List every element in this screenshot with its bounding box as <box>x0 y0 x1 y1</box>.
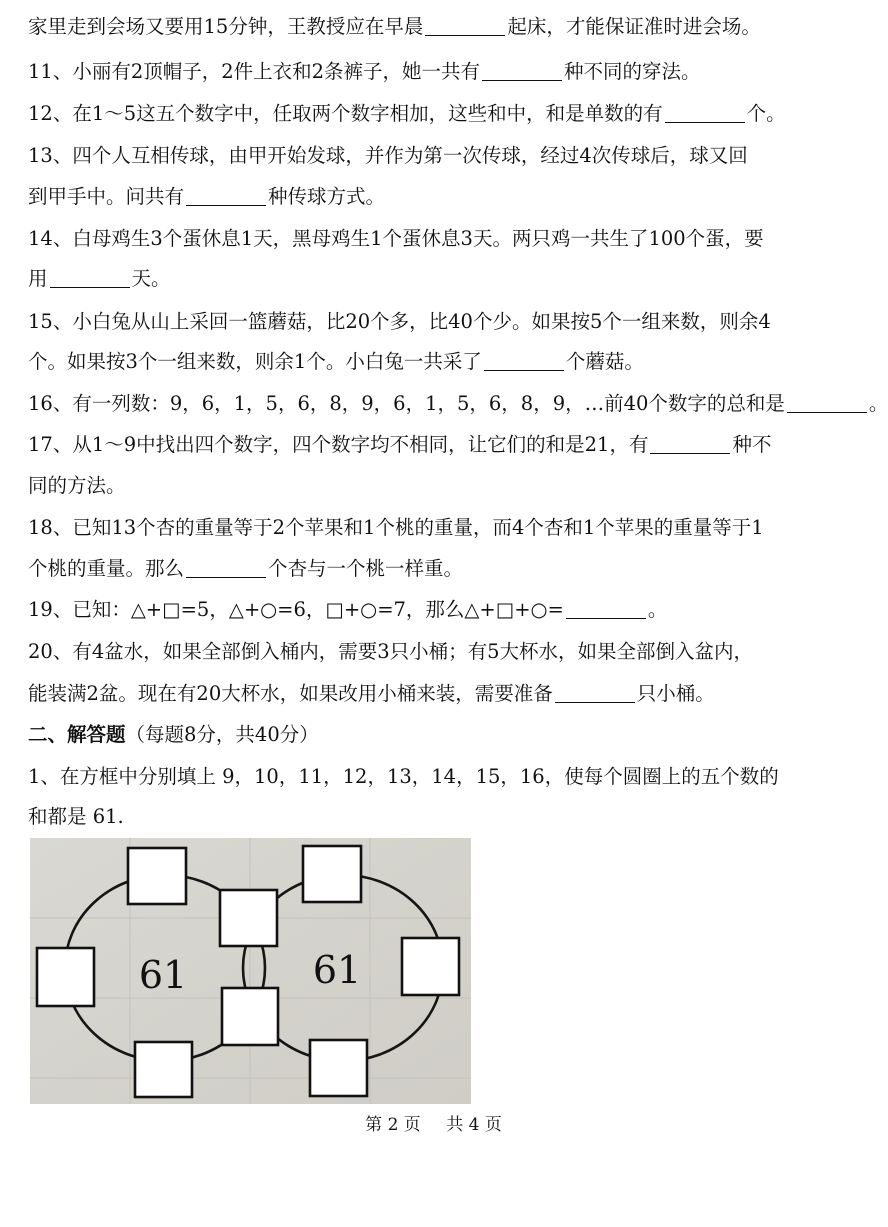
text: 家里走到会场又要用15分钟，王教授应在早晨 <box>28 15 424 38</box>
page-total: 共 4 页 <box>446 1115 502 1135</box>
text: 种传球方式。 <box>268 185 386 208</box>
text: 。 <box>868 392 888 415</box>
text: 11、小丽有2顶帽子，2件上衣和2条裤子，她一共有 <box>28 60 481 83</box>
text: 个蘑菇。 <box>565 350 644 373</box>
question-17-line-2 <box>28 473 827 499</box>
answer-blank-12[interactable] <box>665 102 745 123</box>
text: 12、在1～5这五个数字中，任取两个数字相加，这些和中，和是单数的有 <box>28 102 663 125</box>
right-circle-sum: 61 <box>312 948 362 992</box>
question-11 <box>28 59 827 85</box>
square-center-bottom[interactable] <box>222 988 278 1045</box>
square-left[interactable] <box>37 948 94 1006</box>
text: 天。 <box>131 267 171 290</box>
text: 起床，才能保证准时进会场。 <box>507 15 761 38</box>
question-14-line-1 <box>28 226 827 252</box>
text: 个桃的重量。那么 <box>28 557 185 580</box>
question-16 <box>28 391 888 417</box>
square-bottom-right[interactable] <box>310 1040 367 1096</box>
text: 14、白母鸡生3个蛋休息1天，黑母鸡生1个蛋休息3天。两只鸡一共生了100个蛋，要 <box>28 227 764 250</box>
answer-blank-19[interactable] <box>566 598 646 619</box>
text: 能装满2盆。现在有20大杯水，如果改用小桶来装，需要准备 <box>28 682 553 705</box>
text: 个。 <box>746 102 786 125</box>
text: 16、有一列数：9，6，1，5，6，8，9，6，1，5，6，8，9，…前40个数字的总和是 <box>28 392 785 415</box>
square-center-top[interactable] <box>220 890 277 946</box>
answer-blank-15[interactable] <box>484 350 564 371</box>
circle-puzzle-figure <box>30 838 471 1104</box>
text: 用 <box>28 267 48 290</box>
text: 和都是 61. <box>28 805 124 828</box>
square-bottom-left[interactable] <box>135 1042 192 1097</box>
question-14-line-2 <box>28 266 827 292</box>
page-number: 第 2 页 <box>365 1115 421 1135</box>
left-circle-sum: 61 <box>138 953 188 997</box>
answer-blank-10[interactable] <box>425 15 505 36</box>
text: 15、小白兔从山上采回一篮蘑菇，比20个多，比40个少。如果按5个一组来数，则余4 <box>28 310 771 333</box>
square-top-right[interactable] <box>303 846 361 902</box>
problem-1-line-1 <box>28 764 827 790</box>
question-18-line-1 <box>28 515 827 541</box>
text: 。 <box>647 598 668 621</box>
answer-blank-11[interactable] <box>482 60 562 81</box>
answer-blank-17[interactable] <box>650 433 730 454</box>
answer-blank-14[interactable] <box>50 267 130 288</box>
answer-blank-18[interactable] <box>186 557 266 578</box>
text: 到甲手中。问共有 <box>28 185 185 208</box>
section-score-note: （每题8分，共40分） <box>125 723 319 746</box>
text: 同的方法。 <box>28 474 126 497</box>
text: 19、已知：△+□=5，△+○=6，□+○=7，那么△+□+○= <box>28 598 564 621</box>
question-15-line-2 <box>28 349 827 375</box>
question-10-continued <box>28 14 827 40</box>
question-19 <box>28 597 827 623</box>
page-footer <box>0 1110 867 1135</box>
answer-blank-20[interactable] <box>555 682 635 703</box>
section-2-heading <box>28 722 827 748</box>
question-20-line-2 <box>28 681 827 707</box>
question-15-line-1 <box>28 309 827 335</box>
section-title: 二、解答题 <box>28 723 126 746</box>
question-13-line-2 <box>28 184 827 210</box>
text: 1、在方框中分别填上 9，10，11，12，13，14，15，16，使每个圆圈上的五个数的 <box>28 765 779 788</box>
text: 个杏与一个桃一样重。 <box>268 557 464 580</box>
text: 种不 <box>732 433 772 456</box>
question-12 <box>28 101 827 127</box>
text: 20、有4盆水，如果全部倒入桶内，需要3只小桶；有5大杯水，如果全部倒入盆内， <box>28 640 754 663</box>
answer-blank-16[interactable] <box>787 392 867 413</box>
question-17-line-1 <box>28 432 827 458</box>
answer-blank-13[interactable] <box>186 185 266 206</box>
text: 个。如果按3个一组来数，则余1个。小白兔一共采了 <box>28 350 482 373</box>
square-right[interactable] <box>402 938 459 995</box>
question-13-line-1 <box>28 143 827 169</box>
text: 18、已知13个杏的重量等于2个苹果和1个桃的重量，而4个杏和1个苹果的重量等于1 <box>28 516 764 539</box>
question-20-line-1 <box>28 639 827 665</box>
text: 17、从1～9中找出四个数字，四个数字均不相同，让它们的和是21，有 <box>28 433 649 456</box>
text: 种不同的穿法。 <box>564 60 701 83</box>
text: 13、四个人互相传球，由甲开始发球，并作为第一次传球，经过4次传球后，球又回 <box>28 144 748 167</box>
text: 只小桶。 <box>636 682 715 705</box>
problem-1-line-2 <box>28 804 827 830</box>
question-18-line-2 <box>28 556 827 582</box>
square-top-left[interactable] <box>128 848 186 904</box>
